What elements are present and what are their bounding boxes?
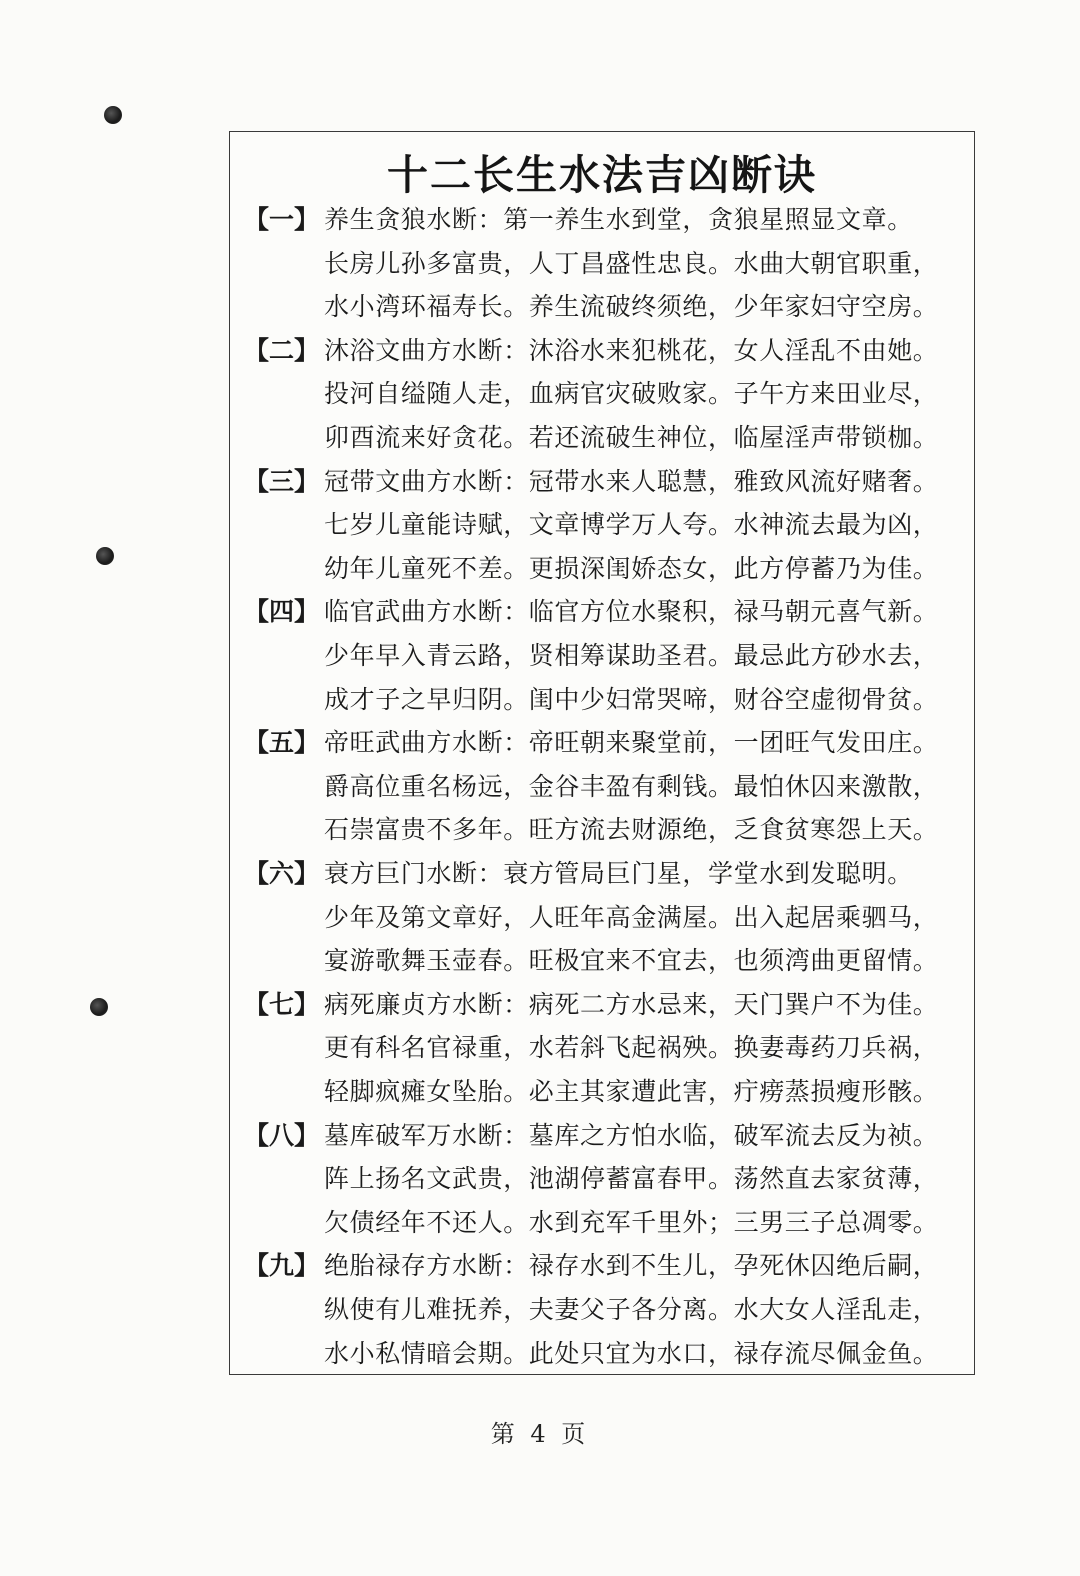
verse-line bbox=[244, 547, 974, 591]
verse-text: 沐浴文曲方水断：沐浴水来犯桃花，女人淫乱不由她。 bbox=[324, 335, 939, 365]
verse-text: 欠债经年不还人。水到充军千里外；三男三子总凋零。 bbox=[324, 1207, 939, 1237]
verse-line bbox=[244, 242, 974, 286]
verse-line bbox=[244, 1026, 974, 1070]
verse-line bbox=[244, 1288, 974, 1332]
verse-text: 养生贪狼水断：第一养生水到堂，贪狼星照显文章。 bbox=[324, 205, 913, 234]
verse-number: 【五】 bbox=[244, 728, 320, 758]
verse-text: 卯酉流来好贪花。若还流破生神位，临屋淫声带锁枷。 bbox=[324, 422, 939, 452]
verse-block bbox=[244, 460, 974, 591]
verse-number: 【一】 bbox=[244, 205, 320, 234]
verse-text: 宴游歌舞玉壶春。旺极宜来不宜去，也须湾曲更留情。 bbox=[324, 946, 939, 976]
verse-text: 阵上扬名文武贵，池湖停蓄富春甲。荡然直去家贫薄， bbox=[324, 1164, 939, 1194]
verse-text: 临官武曲方水断：临官方位水聚积，禄马朝元喜气新。 bbox=[324, 597, 939, 627]
binder-hole-mark bbox=[96, 547, 114, 565]
verse-text: 帝旺武曲方水断：帝旺朝来聚堂前，一团旺气发田庄。 bbox=[324, 728, 939, 758]
verse-block bbox=[244, 1114, 974, 1245]
verse-text: 爵高位重名杨远，金谷丰盈有剩钱。最怕休囚来激散， bbox=[324, 771, 939, 801]
verse-text: 投河自缢随人走，血病官灾破败家。子午方来田业尽， bbox=[324, 379, 939, 409]
verse-line bbox=[244, 1157, 974, 1201]
verse-first-line bbox=[244, 590, 974, 634]
verse-text: 长房儿孙多富贵，人丁昌盛性忠良。水曲大朝官职重， bbox=[324, 248, 939, 278]
verse-text: 病死廉贞方水断：病死二方水忌来，天门巽户不为佳。 bbox=[324, 989, 939, 1019]
text-frame bbox=[229, 131, 975, 1375]
verse-text: 绝胎禄存方水断：禄存水到不生儿，孕死休囚绝后嗣， bbox=[324, 1251, 939, 1281]
verse-text: 轻脚疯瘫女坠胎。必主其家遭此害，疔痨蒸损瘦形骸。 bbox=[324, 1076, 939, 1106]
verse-block bbox=[244, 198, 974, 329]
binder-hole-mark bbox=[104, 106, 122, 124]
verse-line bbox=[244, 1332, 974, 1376]
verse-block bbox=[244, 983, 974, 1114]
verse-text: 墓库破军万水断：墓库之方怕水临，破军流去反为祯。 bbox=[324, 1120, 939, 1150]
verse-text: 纵使有儿难抚养，夫妻父子各分离。水大女人淫乱走， bbox=[324, 1294, 939, 1324]
verse-text: 石崇富贵不多年。旺方流去财源绝，乏食贫寒怨上天。 bbox=[324, 815, 939, 845]
verse-text: 水小湾环福寿长。养生流破终须绝，少年家妇守空房。 bbox=[324, 292, 939, 322]
verse-number: 【六】 bbox=[244, 859, 320, 888]
verse-number: 【七】 bbox=[244, 989, 320, 1019]
verse-number: 【八】 bbox=[244, 1120, 320, 1150]
verse-text: 水小私情暗会期。此处只宜为水口，禄存流尽佩金鱼。 bbox=[324, 1338, 939, 1368]
verse-text: 幼年儿童死不差。更损深闺娇态女，此方停蓄乃为佳。 bbox=[324, 553, 939, 583]
verse-line bbox=[244, 416, 974, 460]
verse-line bbox=[244, 765, 974, 809]
binder-hole-mark bbox=[90, 998, 108, 1016]
verse-block bbox=[244, 590, 974, 721]
verse-line bbox=[244, 285, 974, 329]
verse-text: 七岁儿童能诗赋，文章博学万人夸。水神流去最为凶， bbox=[324, 510, 939, 540]
verse-line bbox=[244, 808, 974, 852]
page-number: 第 4 页 bbox=[490, 1420, 590, 1448]
verse-number: 【三】 bbox=[244, 466, 320, 496]
verse-text: 少年早入青云路，贤相筹谋助圣君。最忌此方砂水去， bbox=[324, 640, 939, 670]
verse-first-line bbox=[244, 1114, 974, 1158]
verse-text: 少年及第文章好，人旺年高金满屋。出入起居乘驷马， bbox=[324, 902, 939, 932]
verse-text: 冠带文曲方水断：冠带水来人聪慧，雅致风流好赌奢。 bbox=[324, 466, 939, 496]
verse-first-line bbox=[244, 460, 974, 504]
verse-text: 成才子之早归阴。闺中少妇常哭啼，财谷空虚彻骨贫。 bbox=[324, 684, 939, 714]
verse-number: 【四】 bbox=[244, 597, 320, 627]
verse-text: 衰方巨门水断：衰方管局巨门星，学堂水到发聪明。 bbox=[324, 859, 913, 888]
verse-line bbox=[244, 634, 974, 678]
page-title: 十二长生水法吉凶断诀 bbox=[387, 151, 817, 199]
verse-number: 【九】 bbox=[244, 1251, 320, 1281]
verse-line bbox=[244, 1070, 974, 1114]
verse-number: 【二】 bbox=[244, 335, 320, 365]
verse-block bbox=[244, 1244, 974, 1375]
verse-first-line bbox=[244, 329, 974, 373]
verse-text: 更有科名官禄重，水若斜飞起祸殃。换妻毒药刀兵祸， bbox=[324, 1033, 939, 1063]
verse-line bbox=[244, 372, 974, 416]
verse-first-line bbox=[244, 852, 974, 896]
verse-block bbox=[244, 329, 974, 460]
verse-line bbox=[244, 939, 974, 983]
verse-first-line bbox=[244, 1244, 974, 1288]
verse-first-line bbox=[244, 721, 974, 765]
verse-line bbox=[244, 896, 974, 940]
verse-first-line bbox=[244, 198, 974, 242]
verse-line bbox=[244, 503, 974, 547]
verse-block bbox=[244, 721, 974, 852]
verse-line bbox=[244, 678, 974, 722]
verse-line bbox=[244, 1201, 974, 1245]
verse-first-line bbox=[244, 983, 974, 1027]
verse-block bbox=[244, 852, 974, 983]
